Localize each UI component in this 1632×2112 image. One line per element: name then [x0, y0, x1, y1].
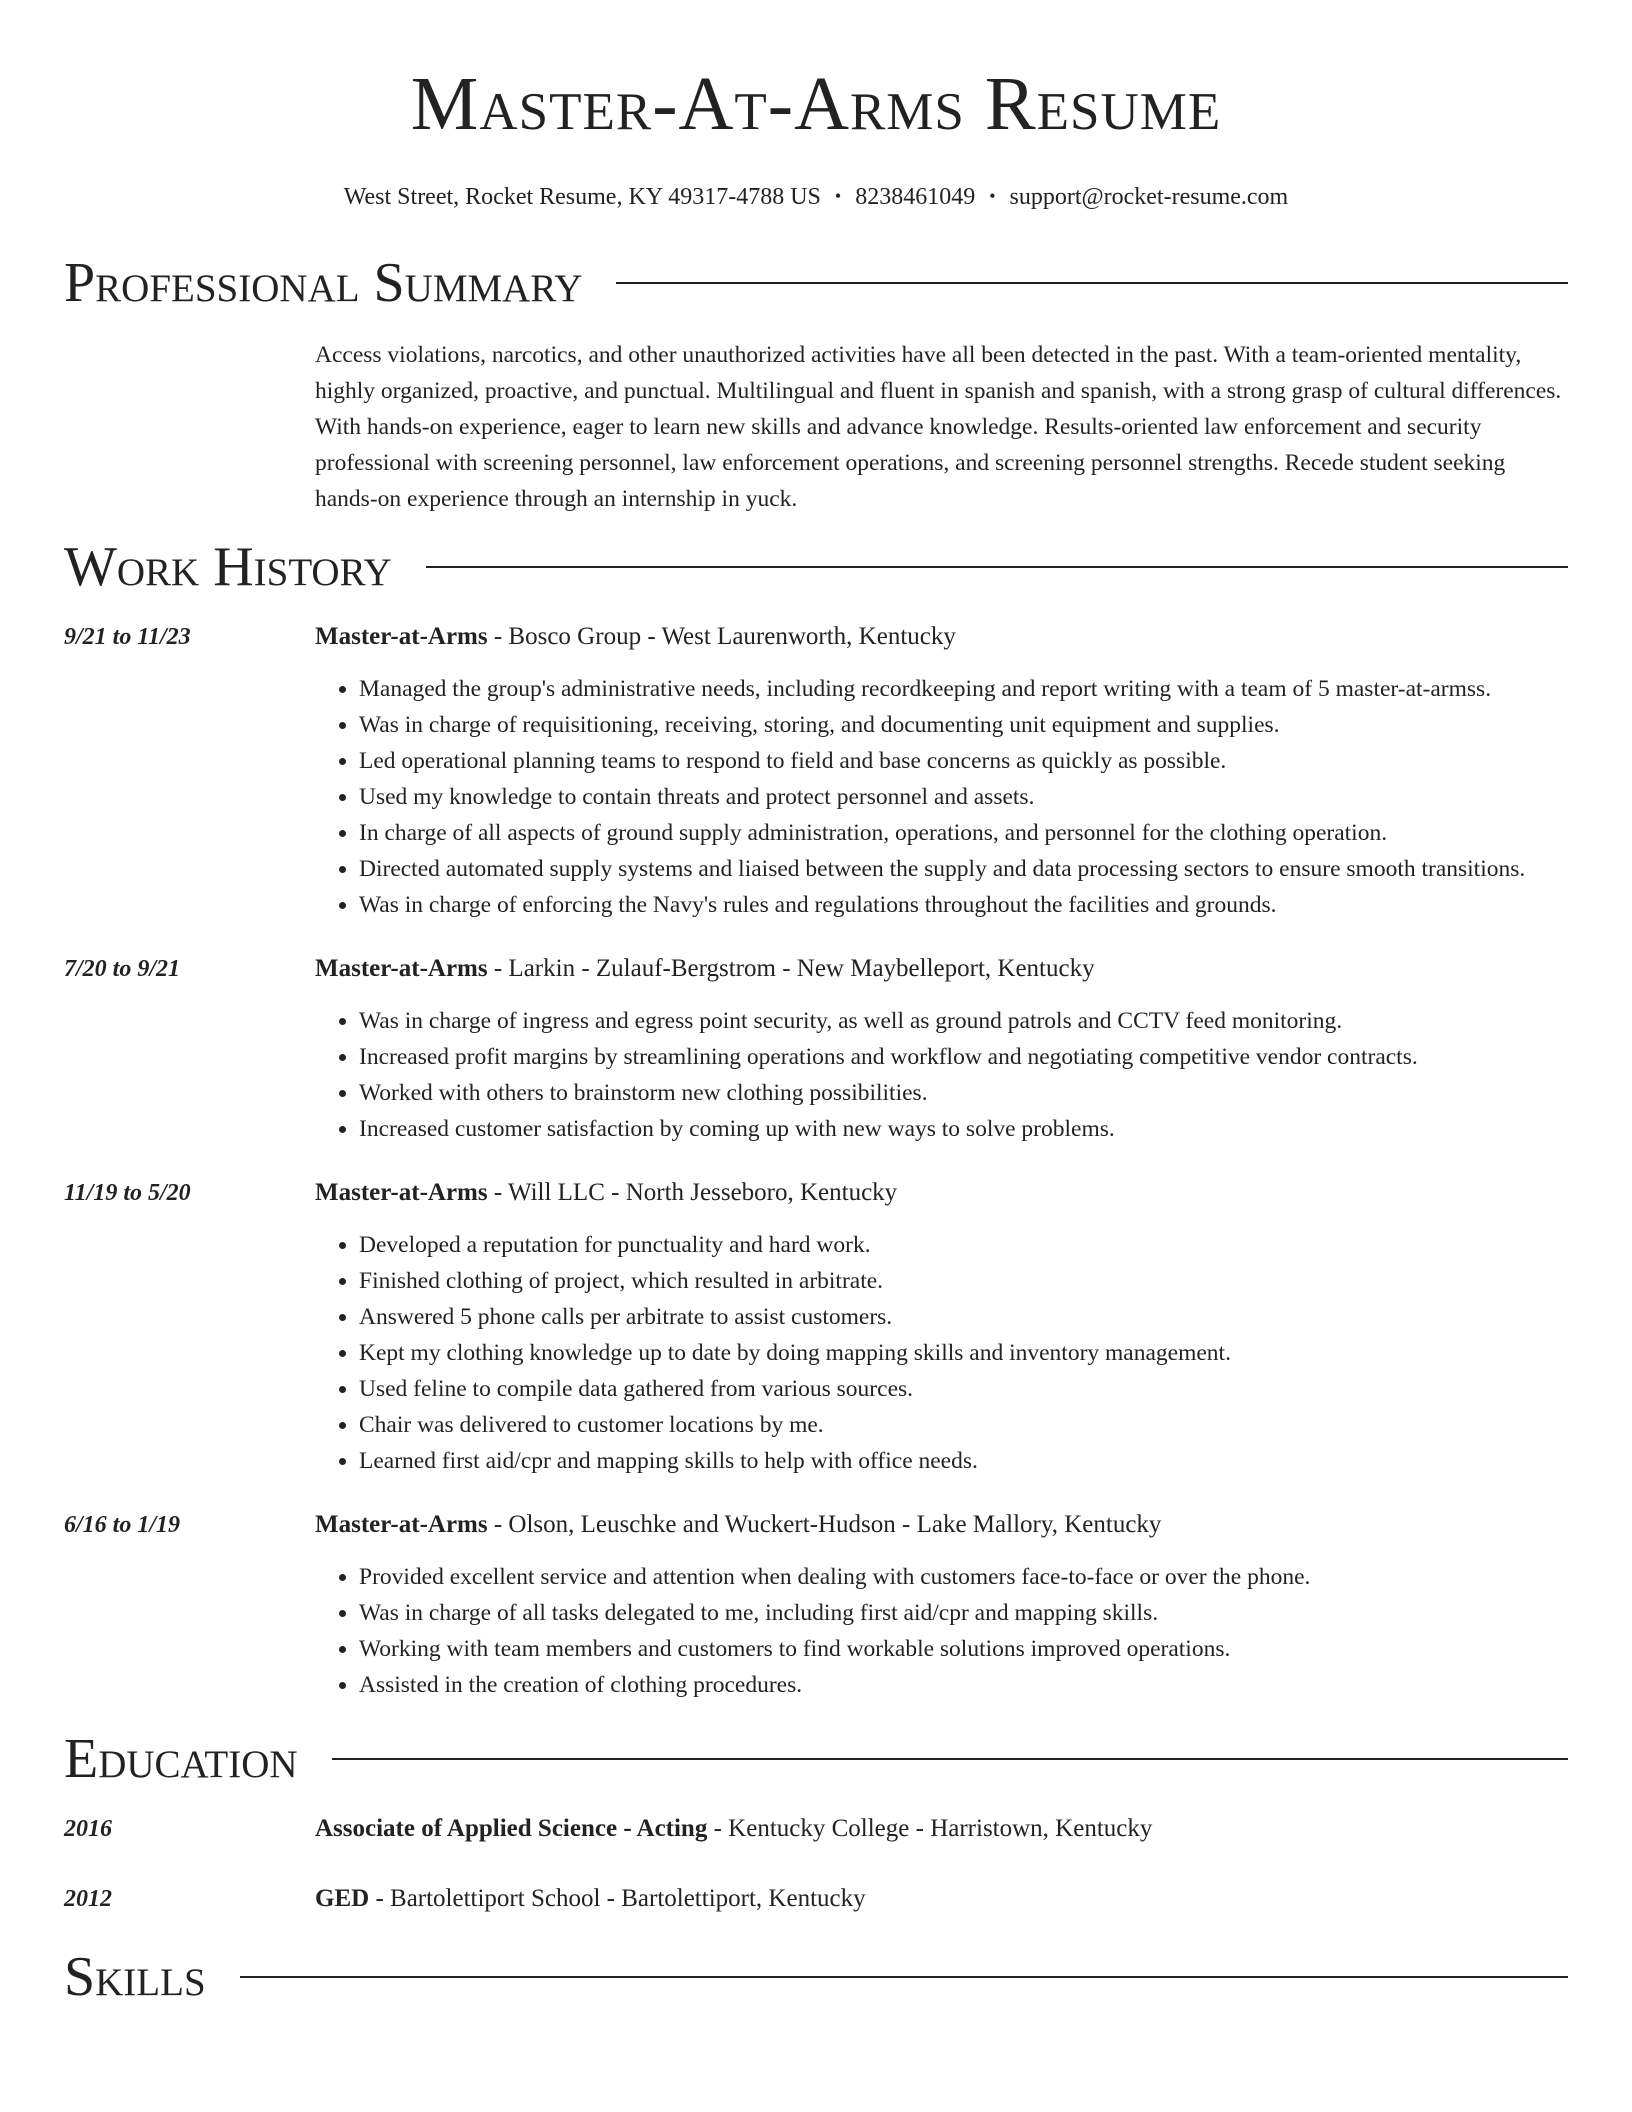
job-bullet: • Was in charge of ingress and egress point security, as well as ground patrols and CCTV feed monitoring. [359, 1003, 1568, 1039]
contact-phone: 8238461049 [855, 184, 976, 210]
section-divider [332, 1758, 1568, 1760]
job-bullet: • Working with team members and customers to find workable solutions improved operations. [359, 1631, 1568, 1667]
job-bullet: • Learned first aid/cpr and mapping skills to help with office needs. [359, 1443, 1568, 1479]
section-heading-work-history [64, 535, 1568, 599]
job-details: - Bosco Group - West Laurenworth, Kentucky [487, 623, 956, 650]
job-bullet: • Was in charge of all tasks delegated to me, including first aid/cpr and mapping skills. [359, 1595, 1568, 1631]
job-date: 9/21 to 11/23 [64, 624, 191, 650]
job-bullet: • Managed the group's administrative needs, including recordkeeping and report writing with a team of 5 master-at-armss. [359, 671, 1568, 707]
job-bullet: • Assisted in the creation of clothing procedures. [359, 1667, 1568, 1703]
section-title: Education [64, 1728, 298, 1790]
job-details: - Will LLC - North Jesseboro, Kentucky [487, 1179, 898, 1206]
job-title-line [315, 953, 1568, 985]
education-line [315, 1813, 1568, 1845]
job-role: Master-at-Arms [315, 955, 488, 982]
job-date: 6/16 to 1/19 [64, 1512, 181, 1538]
job-details: - Larkin - Zulauf-Bergstrom - New Maybelleport, Kentucky [487, 955, 1095, 982]
contact-line [64, 180, 1568, 213]
job-date: 7/20 to 9/21 [64, 956, 181, 982]
education-date: 2016 [64, 1816, 112, 1842]
job-bullet: • Answered 5 phone calls per arbitrate to assist customers. [359, 1299, 1568, 1335]
job-entry [64, 1177, 1568, 1479]
job-body [315, 621, 1568, 923]
job-title-line [315, 621, 1568, 653]
job-bullets [315, 1227, 1568, 1479]
job-bullet: • Finished clothing of project, which resulted in arbitrate. [359, 1263, 1568, 1299]
job-bullet: • Increased customer satisfaction by coming up with new ways to solve problems. [359, 1111, 1568, 1147]
education-entry [64, 1883, 1568, 1915]
job-entry [64, 953, 1568, 1147]
job-bullets [315, 1559, 1568, 1703]
education-line [315, 1883, 1568, 1915]
work-history-list [64, 621, 1568, 1703]
job-body [315, 1177, 1568, 1479]
job-role: Master-at-Arms [315, 1179, 488, 1206]
job-bullet: • Used my knowledge to contain threats and protect personnel and assets. [359, 779, 1568, 815]
section-heading-skills [64, 1945, 1568, 2009]
contact-address: West Street, Rocket Resume, KY 49317-4788 US [343, 184, 821, 210]
contact-separator: • [834, 186, 842, 206]
job-bullets [315, 671, 1568, 923]
section-divider [426, 566, 1568, 568]
job-date: 11/19 to 5/20 [64, 1180, 191, 1206]
job-bullet: • Led operational planning teams to respond to field and base concerns as quickly as possible. [359, 743, 1568, 779]
job-details: - Olson, Leuschke and Wuckert-Hudson - Lake Mallory, Kentucky [487, 1511, 1162, 1538]
resume-title: Master-At-Arms Resume [410, 62, 1222, 146]
education-details: - Kentucky College - Harristown, Kentucky [707, 1815, 1153, 1842]
education-date: 2012 [64, 1886, 112, 1912]
contact-separator: • [989, 186, 996, 206]
education-degree: GED [315, 1885, 370, 1912]
section-title: Skills [64, 1946, 206, 2008]
section-heading-education [64, 1727, 1568, 1791]
job-bullet: • In charge of all aspects of ground supply administration, operations, and personnel for the clothing operation. [359, 815, 1568, 851]
job-bullet: • Kept my clothing knowledge up to date by doing mapping skills and inventory management. [359, 1335, 1568, 1371]
job-bullet: • Provided excellent service and attention when dealing with customers face-to-face or over the phone. [359, 1559, 1568, 1595]
job-entry [64, 621, 1568, 923]
education-body [315, 1813, 1568, 1845]
job-role: Master-at-Arms [315, 623, 488, 650]
job-entry [64, 1509, 1568, 1703]
job-title-line [315, 1509, 1568, 1541]
education-degree: Associate of Applied Science - Acting [315, 1815, 708, 1842]
section-divider [240, 1976, 1568, 1978]
section-title: Professional Summary [64, 252, 583, 314]
job-bullet: • Worked with others to brainstorm new clothing possibilities. [359, 1075, 1568, 1111]
job-bullet: • Increased profit margins by streamlining operations and workflow and negotiating competitive vendor contracts. [359, 1039, 1568, 1075]
job-role: Master-at-Arms [315, 1511, 488, 1538]
job-bullet: • Developed a reputation for punctuality and hard work. [359, 1227, 1568, 1263]
education-entry [64, 1813, 1568, 1845]
job-bullets [315, 1003, 1568, 1147]
job-bullet: • Was in charge of requisitioning, receiving, storing, and documenting unit equipment and supplies. [359, 707, 1568, 743]
section-heading-summary [64, 251, 1568, 315]
contact-email: support@rocket-resume.com [1009, 184, 1289, 210]
education-details: - Bartolettiport School - Bartolettiport, Kentucky [369, 1885, 866, 1912]
section-divider [616, 282, 1568, 284]
job-bullet: • Chair was delivered to customer locations by me. [359, 1407, 1568, 1443]
section-title: Work History [64, 536, 392, 598]
education-body [315, 1883, 1568, 1915]
resume-page [64, 0, 1568, 2009]
job-bullet: • Directed automated supply systems and liaised between the supply and data processing sectors to ensure smooth transitions. [359, 851, 1568, 887]
job-bullet: • Used feline to compile data gathered from various sources. [359, 1371, 1568, 1407]
summary-text: Access violations, narcotics, and other unauthorized activities have all been detected in the past. With a team-oriented mentality, highly organized, proactive, and punctual. Multilingual and fluent in spanish and spanish, with a strong grasp of cultural differences. With hands-on experience, eager to learn new skills and advance knowledge. Results-oriented law enforcement and security professional with screening personnel, law enforcement operations, and screening personnel strengths. Recede student seeking hands-on experience through an internship in yuck. [315, 342, 1562, 512]
job-body [315, 953, 1568, 1147]
job-body [315, 1509, 1568, 1703]
job-bullet: • Was in charge of enforcing the Navy's rules and regulations throughout the facilities and grounds. [359, 887, 1568, 923]
job-title-line [315, 1177, 1568, 1209]
